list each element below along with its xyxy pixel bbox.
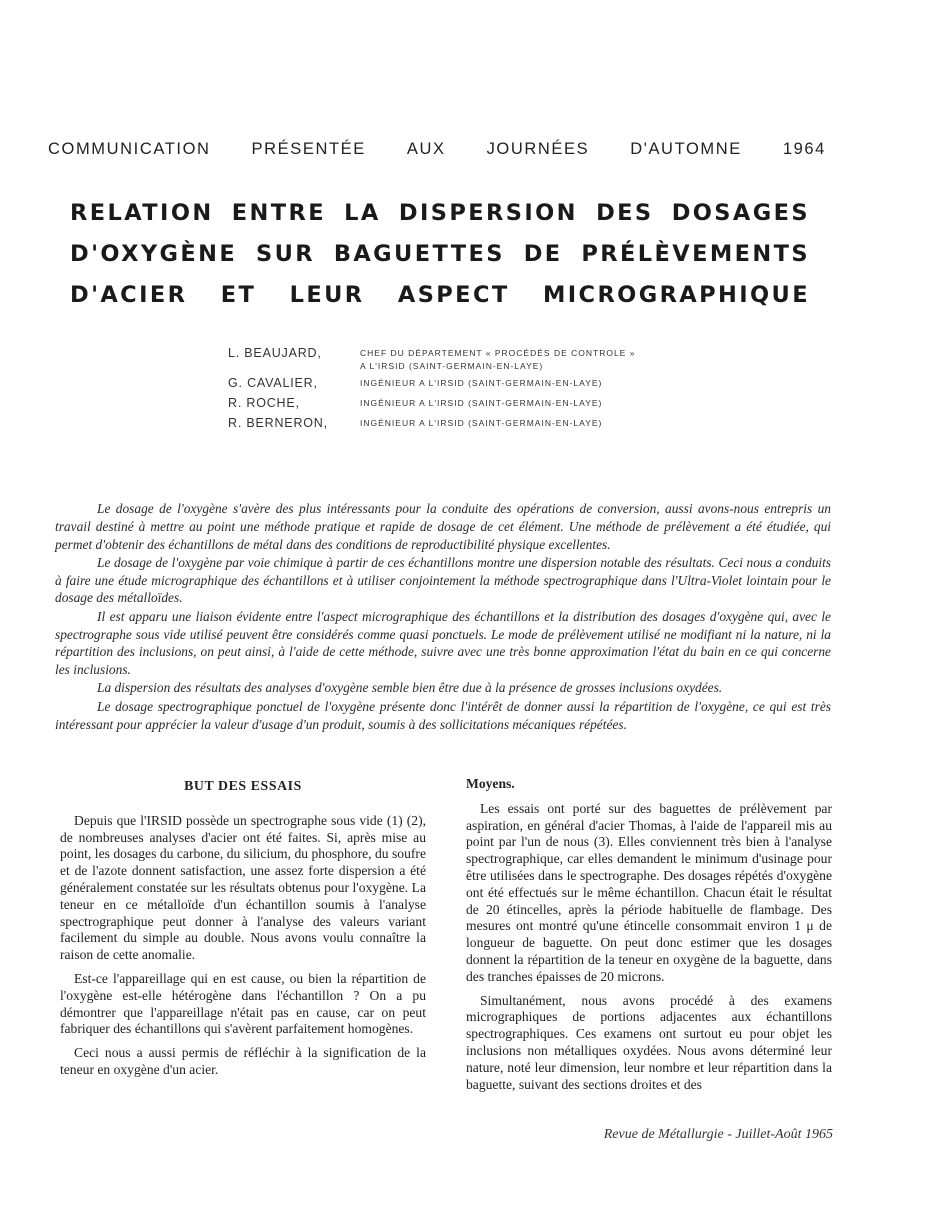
title-word: LA (344, 200, 381, 226)
abstract (55, 500, 831, 734)
author-role: INGÉNIEUR A L'IRSID (SAINT-GERMAIN-EN-LAYE) (360, 398, 603, 408)
author-entry (228, 393, 668, 413)
abstract-paragraph: La dispersion des résultats des analyses d'oxygène semble bien être due à la présence de grosses inclusions oxydées. (97, 680, 723, 696)
abstract-paragraph: Le dosage de l'oxygène par voie chimique à partir de ces échantillons montre une dispersion notable des résultats. Ceci nous a conduits à faire une étude micrographique des échantillons et à utiliser conjointement la méthode spectrographique dans l'Ultra-Violet lointain pour le dosage des métalloïdes. (55, 554, 831, 606)
author-list (228, 343, 668, 433)
header-word: PRÉSENTÉE (251, 140, 366, 158)
left-column (60, 776, 426, 1086)
title-word: ET (220, 282, 257, 308)
header-word: COMMUNICATION (48, 140, 211, 158)
body-paragraph: Depuis que l'IRSID possède un spectrographe sous vide (1) (2), de nombreuses analyses d'acier ont été faites. Si, après mise au point, les dosages du carbone, du silicium, du phosphore, du soufre et de l'azote donnent satisfaction, une assez forte dispersion a été généralement constatée sur les résultats obtenus pour l'oxygène. La teneur en ce métalloïde d'un échantillon soumis à l'analyse spectrographique peut donner à l'analyse des valeurs variant facilement du simple au double. Nous avons voulu connaître la raison de cette anomalie. (60, 812, 426, 963)
abstract-paragraph: Le dosage de l'oxygène s'avère des plus intéressants pour la conduite des opérations de conversion, aussi avons-nous entrepris un travail destiné à mettre au point une méthode pratique et rapide de dosage de cet élément. Une méthode de prélèvement a été étudiée, qui permet d'obtenir des échantillons de métal dans des conditions de reproductibilité physique excellentes. (55, 501, 831, 552)
author-name: G. CAVALIER, (228, 376, 318, 390)
author-role: INGÉNIEUR A L'IRSID (SAINT-GERMAIN-EN-LAYE) (360, 378, 603, 388)
title-line-3 (70, 275, 810, 316)
title-line-1 (70, 193, 810, 234)
header-year: 1964 (782, 140, 826, 158)
author-name: L. BEAUJARD, (228, 346, 322, 360)
author-entry (228, 373, 668, 393)
author-entry (228, 413, 668, 433)
abstract-paragraph: Le dosage spectrographique ponctuel de l'oxygène présente donc l'intérêt de donner aussi la répartition de l'oxygène, ce qui est très intéressant pour apprécier la valeur d'usage d'un produit, soumis à des sollicitations mécaniques répétées. (55, 698, 831, 732)
header-word: AUX (406, 140, 446, 158)
title-word: DISPERSION (398, 200, 578, 226)
title-word: ASPECT (397, 282, 510, 308)
author-role: INGÉNIEUR A L'IRSID (SAINT-GERMAIN-EN-LAYE) (360, 418, 603, 428)
right-column (466, 776, 832, 1100)
body-paragraph: Simultanément, nous avons procédé à des examens micrographiques de portions adjacentes aux échantillons spectrographiques. Ces examens ont surtout eu pour objet les inclusions non métalliques oxydées. Nous avons déterminé leur nature, noté leur dimension, leur nombre et leur répartition dans la baguette, suivant des sections droites et des (466, 992, 832, 1092)
title-word: DOSAGES (671, 200, 810, 226)
author-role-cont: A L'IRSID (SAINT-GERMAIN-EN-LAYE) (360, 361, 544, 371)
title-word: PRÉLÈVEMENTS (581, 241, 810, 267)
body-paragraph: Les essais ont porté sur des baguettes de prélèvement par aspiration, en général d'acier Thomas, à l'aide de l'appareil mis au point par l'un de nous (3). Elles conviennent très bien à l'analyse spectrographique, car elles demandent le minimum d'usinage pour être utilisées dans le spectrographe. Des dosages répétés d'oxygène ont été effectués sur le même échantillon. Chacun était le résultat de 20 étincelles, après la période habituelle de flambage. Des mesures ont montré qu'une étincelle consommait environ 1 μ de longueur de baguette. On peut donc estimer que les dosages donnent la répartition de la teneur en oxygène de la baguette, dans des tranches épaisses de 20 microns. (466, 800, 832, 984)
subsection-heading: Moyens. (466, 776, 515, 791)
article-title (70, 193, 810, 316)
journal-footer: Revue de Métallurgie - Juillet-Août 1965 (603, 1127, 833, 1142)
title-word: RELATION (70, 200, 214, 226)
author-role: CHEF DU DÉPARTEMENT « PROCÉDÉS DE CONTROLE » (360, 348, 636, 358)
body-paragraph: Ceci nous a aussi permis de réfléchir à la signification de la teneur en oxygène d'un acier. (60, 1045, 426, 1077)
author-name: R. BERNERON, (228, 416, 328, 430)
author-name: R. ROCHE, (228, 396, 300, 410)
section-heading: BUT DES ESSAIS (184, 778, 302, 793)
title-word: D'ACIER (70, 282, 188, 308)
body-paragraph: Est-ce l'appareillage qui en est cause, ou bien la répartition de l'oxygène est-elle hétérogène dans l'échantillon ? On a pu démontrer que l'appareillage n'était pas en cause, car on peut fabriquer des échantillons qui s'avèrent parfaitement homogènes. (60, 970, 426, 1037)
title-line-2 (70, 234, 810, 275)
title-word: LEUR (289, 282, 365, 308)
abstract-paragraph: Il est apparu une liaison évidente entre l'aspect micrographique des échantillons et la distribution des dosages d'oxygène qui, avec le spectrographe sous vide utilisé peuvent être considérés comme quasi ponctuels. Le mode de prélèvement utilisé ne modifiant ni la nature, ni la répartition des inclusions, on peut ainsi, à l'aide de cette méthode, suivre avec une très bonne approximation l'état du bain en ce qui concerne les inclusions. (55, 608, 831, 678)
conference-header (48, 140, 826, 159)
header-word: JOURNÉES (486, 140, 590, 158)
title-word: MICROGRAPHIQUE (542, 282, 810, 308)
title-word: DES (596, 200, 654, 226)
title-word: D'OXYGÈNE (70, 241, 238, 267)
title-word: DE (523, 241, 563, 267)
author-affiliation (360, 343, 635, 373)
title-word: BAGUETTES (333, 241, 505, 267)
title-word: SUR (255, 241, 315, 267)
header-word: D'AUTOMNE (630, 140, 742, 158)
author-entry (228, 343, 668, 373)
title-word: ENTRE (231, 200, 326, 226)
